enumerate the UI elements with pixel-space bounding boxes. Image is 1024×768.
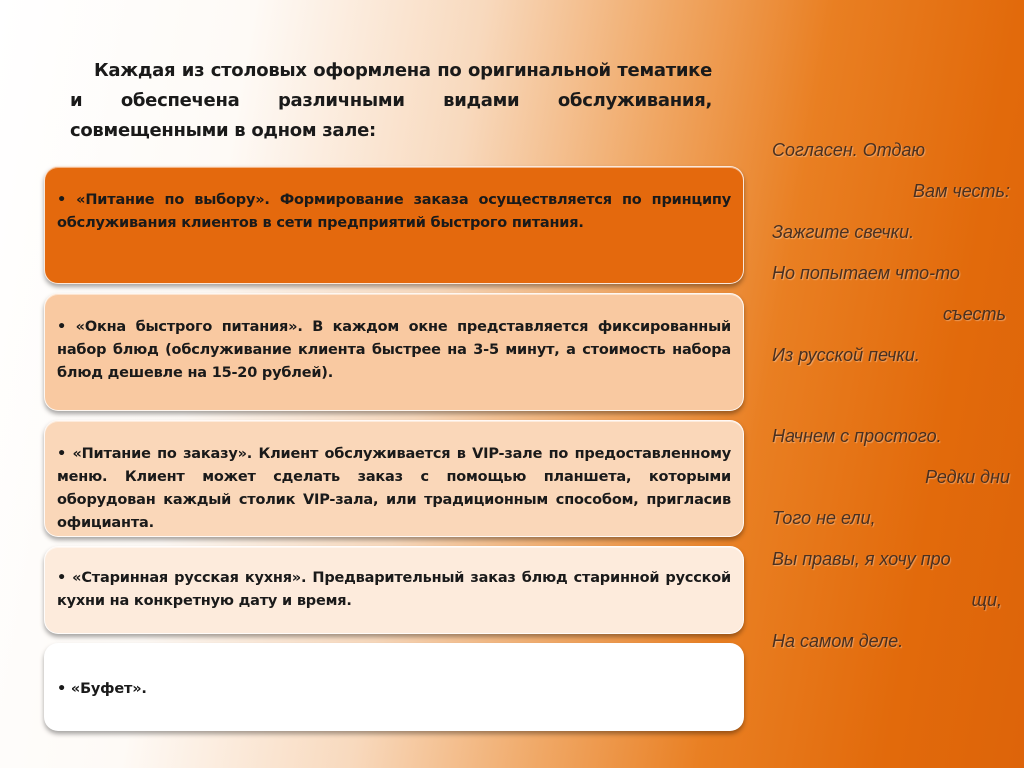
poem-line: Вы правы, я хочу про <box>772 549 951 569</box>
service-card-text: • «Питание по заказу». Клиент обслуживается в VIP-зале по предоставленному меню. Клиент может сделать заказ с помощью планшета, которыми оборудован каждый столик VIP-зала, или традиционным способом, пригласив официанта. <box>57 446 731 531</box>
service-card-fast-food-windows <box>44 293 744 411</box>
service-card-buffet <box>44 643 744 731</box>
service-card-text: • «Питание по выбору». Формирование заказа осуществляется по принципу обслуживания клиентов в сети предприятий быстрого питания. <box>57 192 731 231</box>
poem-line: Редки дни <box>925 467 1010 487</box>
intro-paragraph: Каждая из столовых оформлена по оригинальной тематике и обеспечена различными видами обслуживания, совмещенными в одном зале: <box>70 60 712 141</box>
service-card-text: • «Старинная русская кухня». Предварительный заказ блюд старинной русской кухни на конкретную дату и время. <box>57 570 731 609</box>
service-card-order <box>44 420 744 537</box>
service-card-old-russian-cuisine <box>44 546 744 634</box>
service-card-text: • «Окна быстрого питания». В каждом окне представляется фиксированный набор блюд (обслуживание клиента быстрее на 3-5 минут, а стоимость набора блюд дешевле на 15-20 рублей). <box>57 319 731 381</box>
poem-line: щи, <box>971 590 1002 610</box>
poem-line: Согласен. Отдаю <box>772 140 926 160</box>
poem-line: Того не ели, <box>772 508 876 528</box>
poem-line: Зажгите свечки. <box>772 222 915 242</box>
poem-line: На самом деле. <box>772 631 904 651</box>
poem-line: съесть <box>942 304 1006 324</box>
poem-line: Начнем с простого. <box>772 426 942 446</box>
service-card-choice <box>44 166 744 284</box>
poem-line: Из русской печки. <box>772 345 920 365</box>
poem-line: Но попытаем что-то <box>772 263 960 283</box>
service-card-text: • «Буфет». <box>57 681 147 697</box>
poem-line: Вам честь: <box>913 181 1010 201</box>
